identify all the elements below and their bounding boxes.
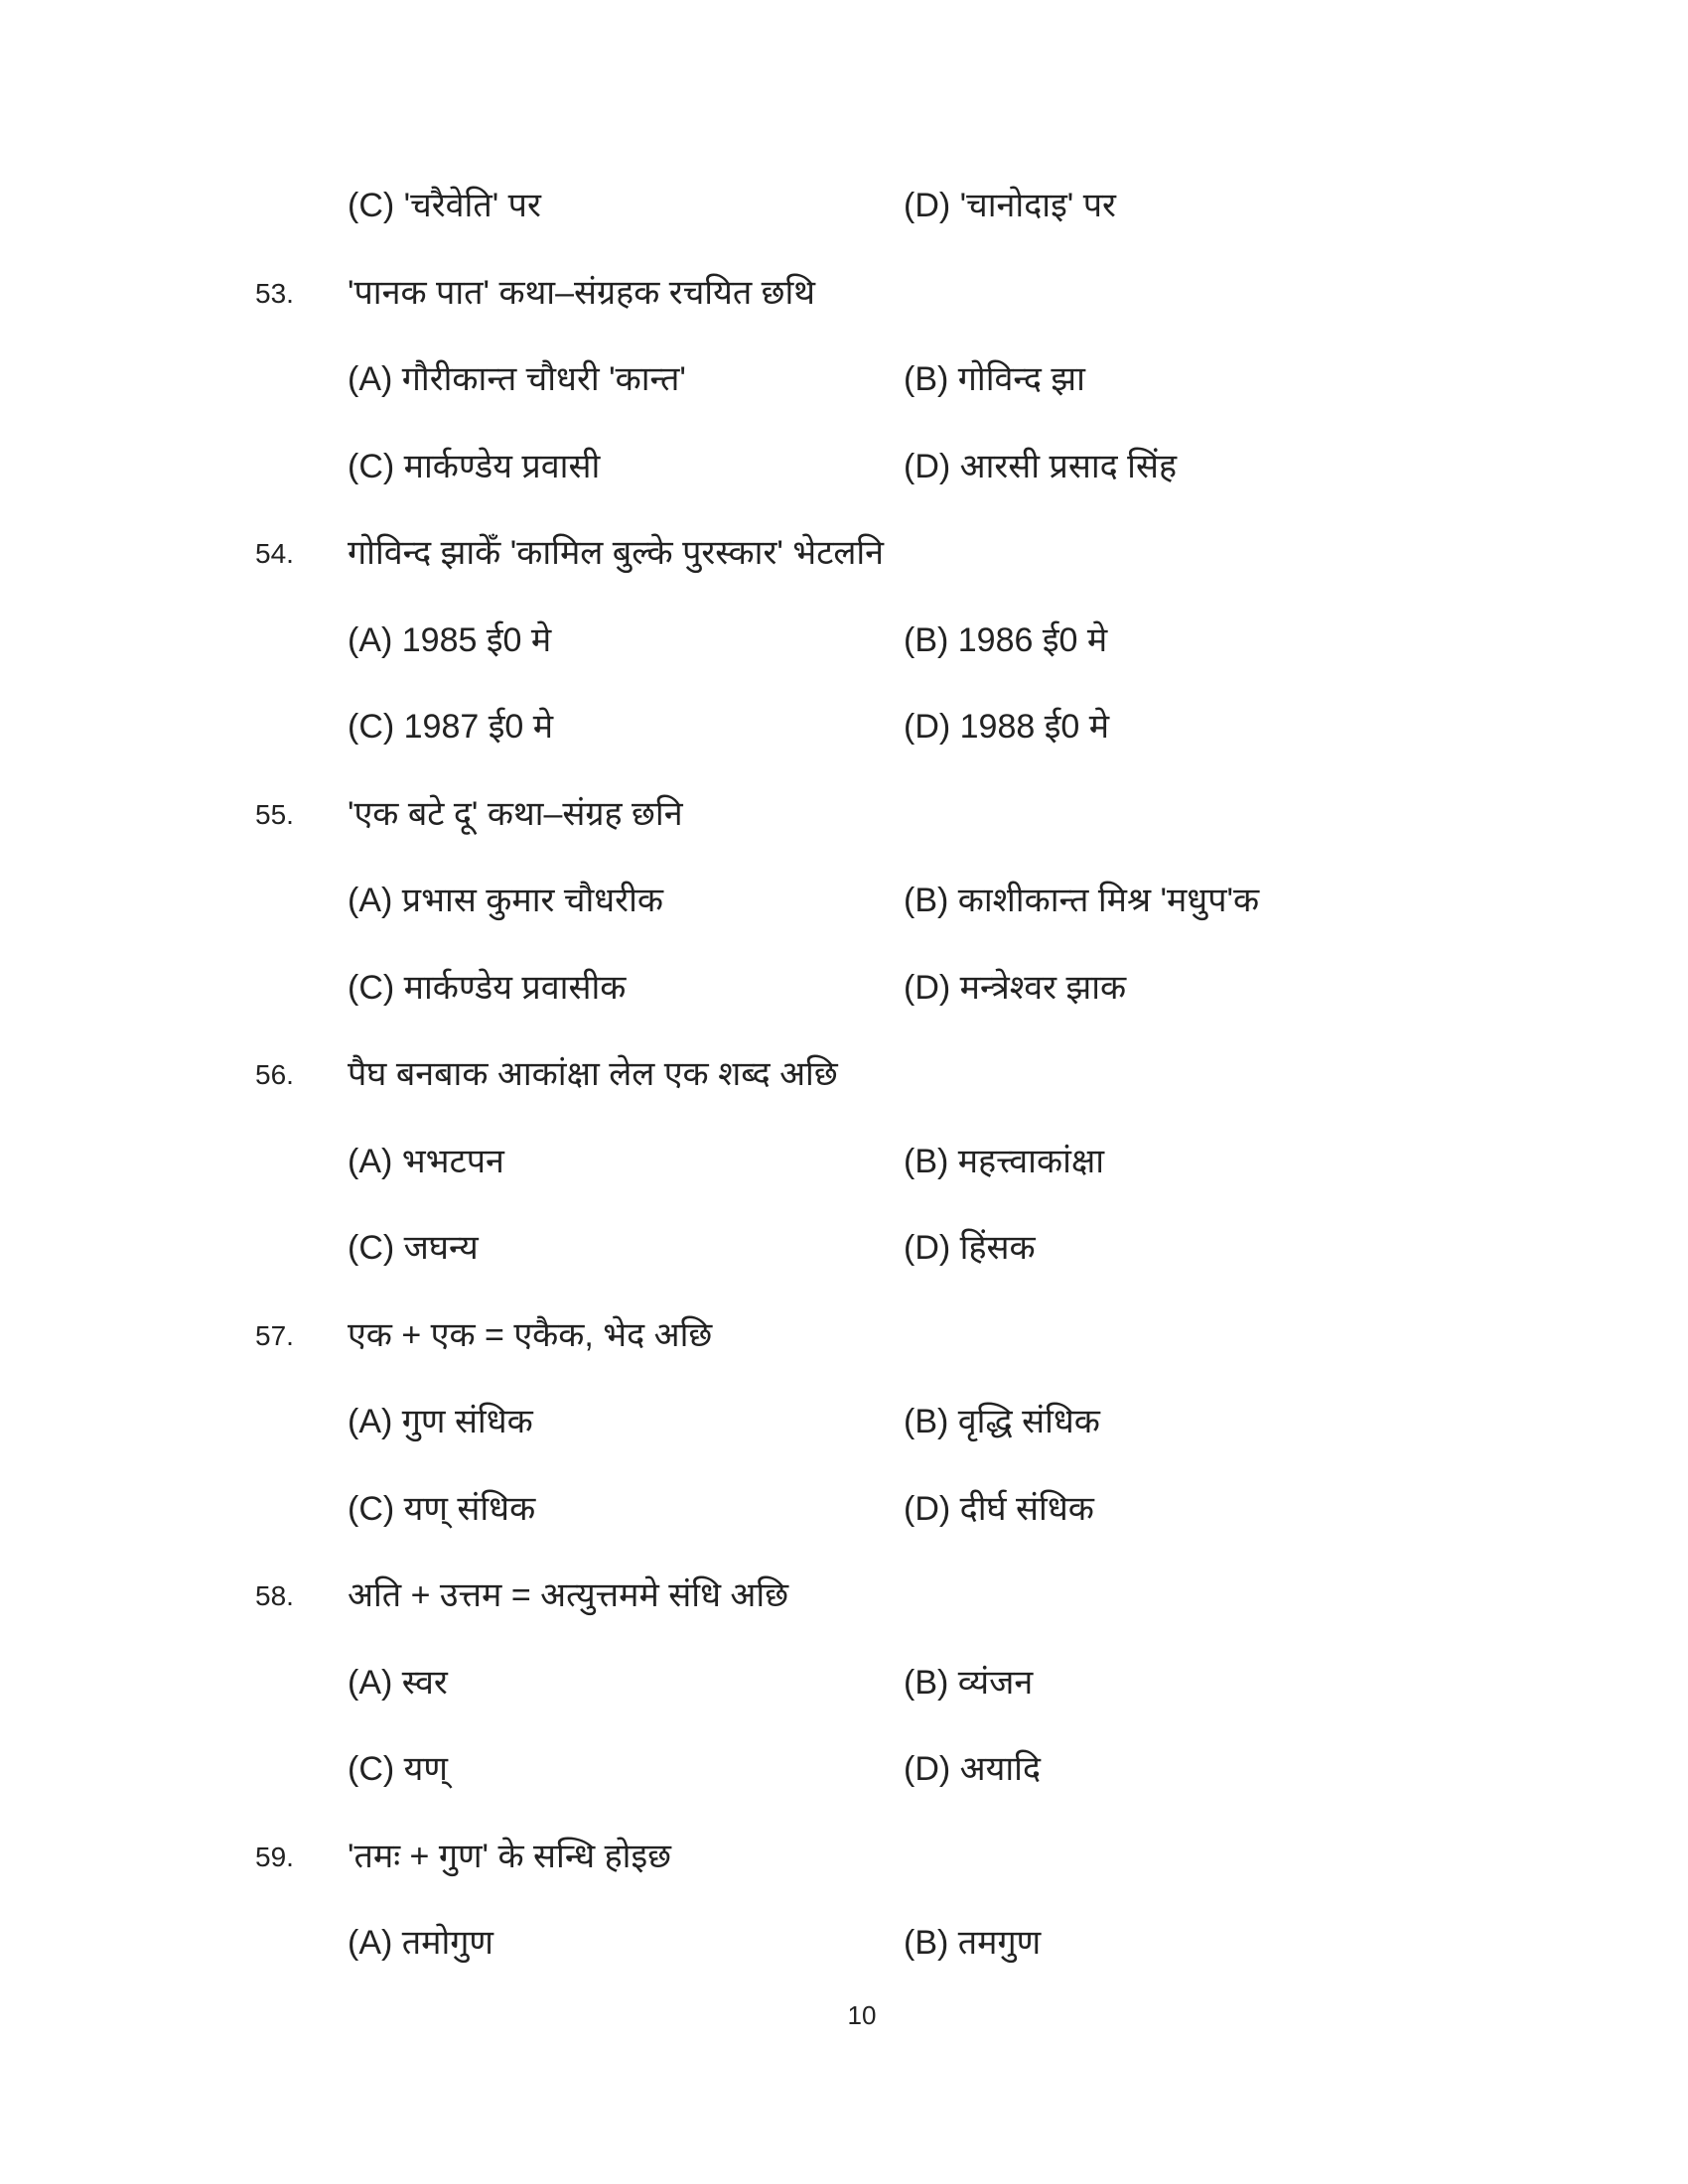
option-left: (C) यण् संधिक [348,1489,536,1528]
question [0,1814,1688,1901]
option-left: (A) गुण संधिक [348,1403,533,1440]
options-row [0,1466,1688,1554]
question-number: 58. [255,1580,294,1611]
option-left: (A) स्वर [348,1663,448,1702]
question-number: 53. [255,277,294,309]
option-right: (D) आरसी प्रसाद सिंह [904,447,1178,485]
question-text: एक + एक = एकैक, भेद अछि [348,1315,713,1354]
option-left: (C) जघन्य [348,1229,479,1267]
question-text: 'एक बटे दू' कथा–संग्रह छनि [348,794,683,833]
option-left: (C) मार्कण्डेय प्रवासीक [348,968,627,1007]
options-row [0,1205,1688,1293]
question [0,1553,1688,1640]
options-row [0,598,1688,685]
option-left: (A) 1985 ई0 मे [348,620,552,659]
question-number: 57. [255,1319,294,1351]
question-number: 55. [255,798,294,830]
options-row [0,1119,1688,1206]
option-left: (C) 1987 ई0 मे [348,708,554,746]
option-right: (B) महत्त्वाकांक्षा [904,1142,1105,1180]
options-row [0,684,1688,771]
options-row [0,858,1688,945]
option-right: (B) 1986 ई0 मे [904,620,1108,659]
option-right: (B) व्यंजन [904,1663,1034,1702]
options-row [0,1640,1688,1727]
option-right: (D) दीर्घ संधिक [904,1489,1094,1528]
option-left: (A) भभटपन [348,1142,504,1180]
option-left: (C) यण् [348,1750,448,1788]
page-number: 10 [847,2000,877,2030]
option-right: (D) अयादि [904,1750,1042,1788]
question-text: 'तमः + गुण' के सन्धि होइछ [348,1837,671,1875]
question-number: 59. [255,1841,294,1872]
option-right: (D) हिंसक [904,1229,1036,1267]
option-left: (A) गौरीकान्त चौधरी 'कान्त' [348,360,686,398]
question-text: पैघ बनबाक आकांक्षा लेल एक शब्द अछि [348,1055,838,1093]
option-right: (D) मन्त्रेश्वर झाक [904,968,1127,1007]
options-row [0,163,1688,250]
question [0,1031,1688,1119]
options-row [0,337,1688,424]
option-left: (C) 'चरैवेति' पर [348,187,541,224]
question-number: 54. [255,538,294,569]
question-text: 'पानक पात' कथा–संग्रहक रचयित छथि [348,273,816,312]
option-right: (D) 1988 ई0 मे [904,708,1110,746]
question [0,510,1688,598]
question-list [0,163,1688,1987]
option-left: (A) तमोगुण [348,1924,494,1962]
option-left: (C) मार्कण्डेय प्रवासी [348,447,601,485]
option-right: (D) 'चानोदाइ' पर [904,187,1116,224]
options-row [0,1726,1688,1814]
option-right: (B) गोविन्द झा [904,360,1085,398]
options-row [0,1379,1688,1466]
question [0,250,1688,338]
question [0,1293,1688,1380]
options-row [0,1900,1688,1987]
options-row [0,424,1688,511]
question [0,771,1688,859]
option-right: (B) तमगुण [904,1924,1042,1962]
question-text: गोविन्द झाकेँ 'कामिल बुल्के पुरस्कार' भेटलनि [348,534,885,572]
option-right: (B) काशीकान्त मिश्र 'मधुप'क [904,882,1260,919]
question-number: 56. [255,1059,294,1090]
option-right: (B) वृद्धि संधिक [904,1403,1100,1440]
options-row [0,945,1688,1032]
question-text: अति + उत्तम = अत्युत्तममे संधि अछि [348,1576,789,1614]
option-left: (A) प्रभास कुमार चौधरीक [348,882,663,919]
